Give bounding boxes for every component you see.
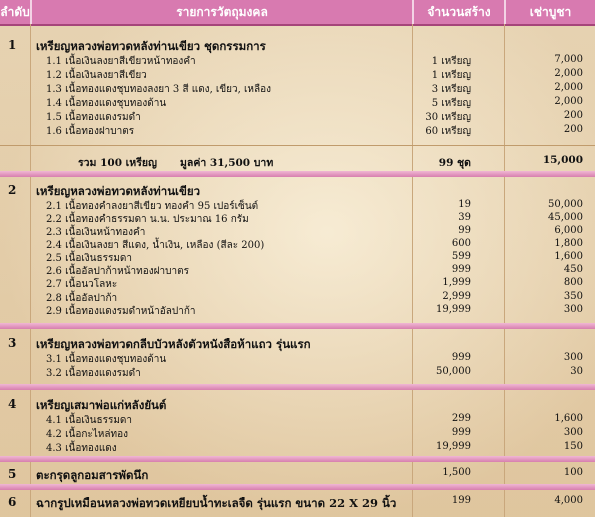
list-item: 2.2 เนื้อทองคำธรรมดา น.น. ประมาณ 16 กรัม [46,214,249,225]
header-quantity: จำนวนสร้าง [427,5,491,19]
item-quantity: 3 เหรียญ [431,84,471,95]
list-item: 2.1 เนื้อทองคำลงยาสีเขียว ทองคำ 95 เปอร์เซ็นต์ [46,201,259,212]
section-title: เหรียญหลวงพ่อทวดหลังท่านเขียว ชุดกรรมการ [36,39,266,53]
section-divider [0,384,595,390]
list-item: 2.9 เนื้อทองแดงรมดำหน้าอัลปาก้า [46,306,196,317]
item-price: 4,000 [554,495,583,506]
table-header [0,0,595,26]
list-item: 4.2 เนื้อกะไหล่ทอง [46,429,128,440]
item-price: 100 [563,467,583,478]
section-title: ฉากรูปเหมือนหลวงพ่อทวดเหยียบน้ำทะเลจืด รุ่นแรก ขนาด 22 X 29 นิ้ว [36,496,397,510]
item-quantity: 39 [458,212,471,223]
item-quantity: 30 เหรียญ [425,112,471,123]
list-item: 1.1 เนื้อเงินลงยาสีเขียวหน้าทองคำ [46,56,196,67]
list-item: 2.7 เนื้อนวโลหะ [46,279,118,290]
item-price: 7,000 [554,54,583,65]
list-item: 3.2 เนื้อทองแดงรมดำ [46,368,141,379]
summary-quantity: 99 ชุด [438,157,471,169]
section-number: 3 [8,336,17,350]
item-price: 800 [563,277,583,288]
item-price: 200 [563,110,583,121]
item-quantity: 999 [451,427,471,438]
list-item: 2.6 เนื้ออัลปาก้าหน้าทองฝาบาตร [46,266,189,277]
section-title: เหรียญเสมาพ่อแก่หลังยันต์ [36,398,167,412]
item-quantity: 60 เหรียญ [425,126,471,137]
item-price: 2,000 [554,68,583,79]
section-divider [0,484,595,490]
list-item: 4.1 เนื้อเงินธรรมดา [46,415,133,426]
list-item: 1.4 เนื้อทองแดงชุบทองด้าน [46,98,167,109]
item-price: 6,000 [554,225,583,236]
list-item: 2.4 เนื้อเงินลงยา สีแดง, น้ำเงิน, เหลือง (สีละ 200) [46,240,265,251]
header-item: รายการวัตถุมงคล [176,5,268,19]
section-number: 4 [8,397,17,411]
section-title: เหรียญหลวงพ่อทวดหลังท่านเขียว [36,184,201,198]
list-item: 1.2 เนื้อเงินลงยาสีเขียว [46,70,147,81]
item-price: 300 [563,427,583,438]
item-quantity: 199 [451,495,471,506]
item-quantity: 19,999 [436,441,471,452]
item-quantity: 1,500 [442,467,471,478]
summary-count: รวม 100 เหรียญ [78,157,157,169]
item-quantity: 50,000 [436,366,471,377]
item-price: 350 [563,291,583,302]
item-price: 150 [563,441,583,452]
item-quantity: 19,999 [436,304,471,315]
item-quantity: 2,999 [442,291,471,302]
item-quantity: 299 [451,413,471,424]
section-number: 1 [8,38,17,52]
item-quantity: 599 [451,251,471,262]
list-item: 1.3 เนื้อทองแดงชุบทองลงยา 3 สี แดง, เขียว, เหลือง [46,84,272,95]
section-title: เหรียญหลวงพ่อทวดกลีบบัวหลังตัวหนังสือห้าแถว รุ่นแรก [36,337,311,351]
item-price: 450 [563,264,583,275]
summary-value: มูลค่า 31,500 บาท [180,157,274,169]
item-price: 300 [563,352,583,363]
item-price: 30 [570,366,583,377]
item-price: 2,000 [554,82,583,93]
item-quantity: 99 [458,225,471,236]
section-divider [0,323,595,329]
section-divider [0,456,595,462]
item-price: 1,800 [554,238,583,249]
section-title: ตะกรุดลูกอมสารพัดนึก [36,468,149,482]
header-price: เช่าบูชา [529,5,572,19]
item-quantity: 999 [451,264,471,275]
item-price: 45,000 [548,212,583,223]
item-price: 200 [563,124,583,135]
section-number: 5 [8,467,17,481]
item-quantity: 19 [458,199,471,210]
list-item: 4.3 เนื้อทองแดง [46,443,117,454]
item-price: 1,600 [554,413,583,424]
item-quantity: 1 เหรียญ [431,70,471,81]
summary-price: 15,000 [542,154,583,166]
item-price: 1,600 [554,251,583,262]
item-price: 50,000 [548,199,583,210]
section-number: 6 [8,495,17,509]
section-divider [0,171,595,177]
list-item: 1.6 เนื้อทองฝาบาตร [46,126,135,137]
item-quantity: 5 เหรียญ [431,98,471,109]
section-number: 2 [8,183,17,197]
list-item: 2.8 เนื้ออัลปาก้า [46,293,118,304]
item-quantity: 1 เหรียญ [431,56,471,67]
list-item: 3.1 เนื้อทองแดงชุบทองด้าน [46,354,167,365]
item-quantity: 999 [451,352,471,363]
item-quantity: 600 [451,238,471,249]
header-order: ลำดับ [0,5,30,19]
list-item: 2.5 เนื้อเงินธรรมดา [46,253,133,264]
item-quantity: 1,999 [442,277,471,288]
list-item: 1.5 เนื้อทองแดงรมดำ [46,112,141,123]
item-price: 2,000 [554,96,583,107]
list-item: 2.3 เนื้อเงินหน้าทองคำ [46,227,146,238]
item-price: 300 [563,304,583,315]
